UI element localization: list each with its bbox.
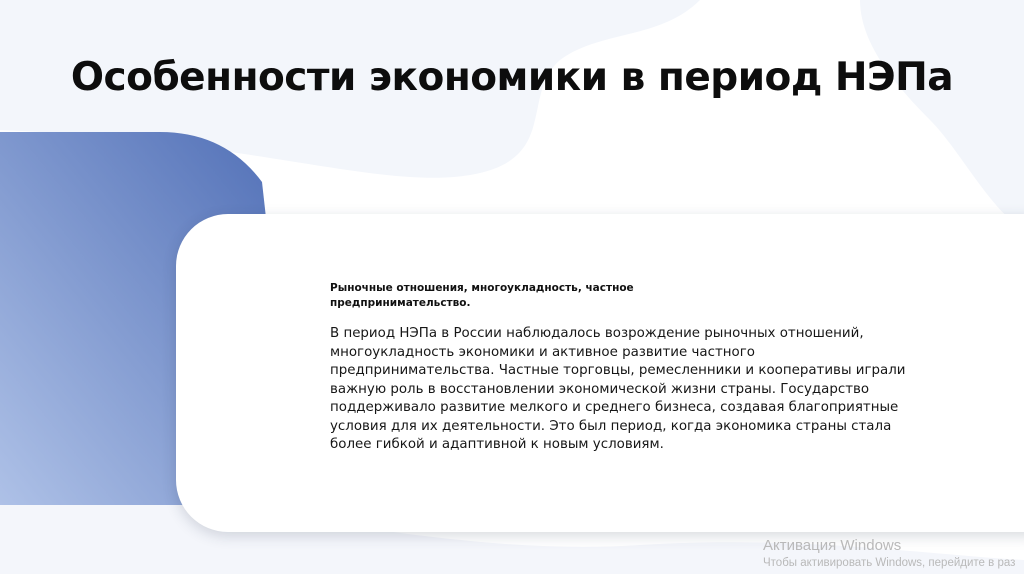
watermark-title: Активация Windows	[763, 537, 902, 554]
card-subtitle: Рыночные отношения, многоукладность, частное предпринимательство.	[330, 282, 634, 309]
slide-title: Особенности экономики в период НЭПа	[70, 55, 954, 100]
watermark-subtitle: Чтобы активировать Windows, перейдите в раз	[763, 557, 1016, 569]
card-body-text: В период НЭПа в России наблюдалось возрождение рыночных отношений, многоукладность экономики и активное развитие частного предпринимательства. Частные торговцы, ремесленники и кооперативы играли важную роль в восстановлении экономической жизни страны. Государство поддерживало развитие мелкого и среднего бизнеса, создавая благоприятные условия для их деятельности. Это был период, когда экономика страны стала более гибкой и адаптивной к новым условиям.	[330, 326, 906, 452]
